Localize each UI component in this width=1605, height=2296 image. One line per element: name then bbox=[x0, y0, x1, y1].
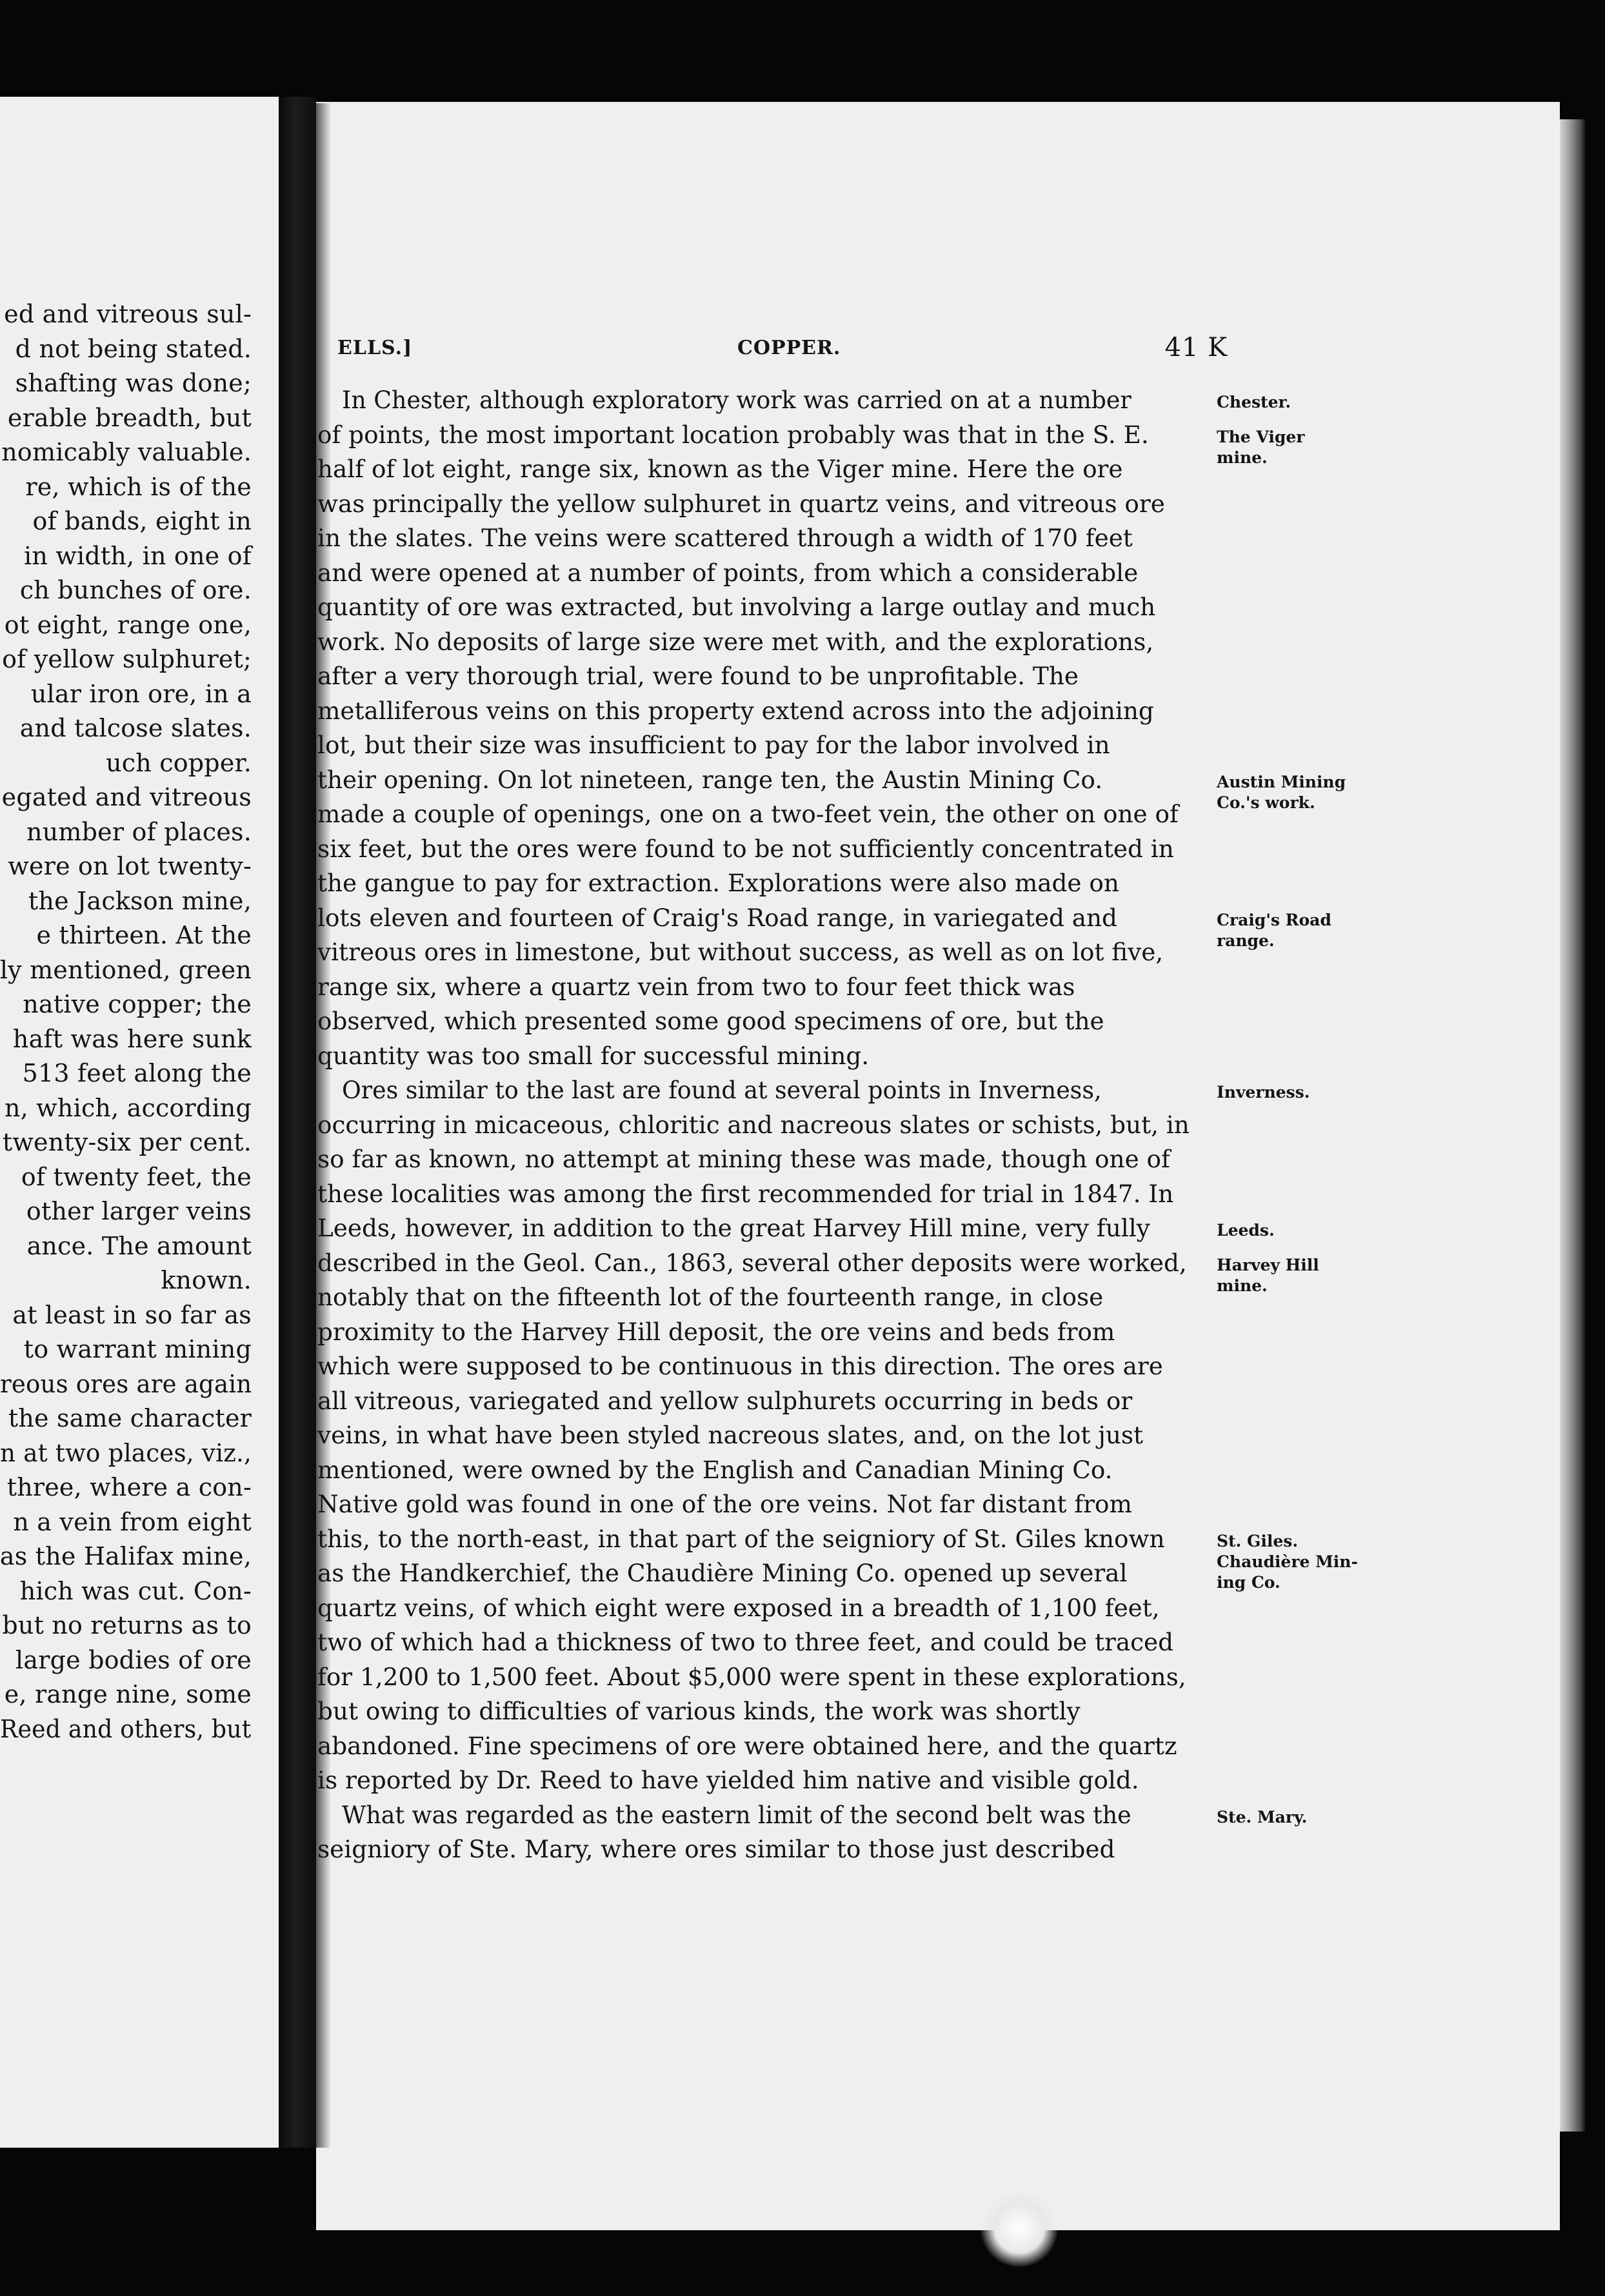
previous-page-line: in width, in one of bbox=[24, 541, 252, 570]
previous-page-line: ch bunches of ore. bbox=[19, 576, 252, 604]
body-line: work. No deposits of large size were met with, and the explorations, bbox=[317, 627, 1154, 656]
previous-page-line: shafting was done; bbox=[15, 369, 252, 397]
previous-page-line: other larger veins bbox=[26, 1197, 252, 1225]
previous-page-line: ed and vitreous sul- bbox=[4, 300, 252, 328]
previous-page-line: n, which, according bbox=[4, 1093, 252, 1122]
body-line: made a couple of openings, one on a two-feet vein, the other on one of bbox=[317, 800, 1179, 828]
previous-page-line: e, range nine, some bbox=[4, 1680, 252, 1708]
body-line: proximity to the Harvey Hill deposit, the ore veins and beds from bbox=[317, 1317, 1115, 1346]
body-line: half of lot eight, range six, known as the Viger mine. Here the ore bbox=[317, 455, 1123, 483]
body-line: Native gold was found in one of the ore veins. Not far distant from bbox=[317, 1490, 1132, 1518]
margin-sidenote: mine. bbox=[1217, 1276, 1268, 1295]
body-line: these localities was among the first recommended for trial in 1847. In bbox=[317, 1179, 1174, 1208]
previous-page-line: the Jackson mine, bbox=[28, 886, 252, 915]
running-head-title: COPPER. bbox=[737, 337, 841, 359]
body-line: in the slates. The veins were scattered through a width of 170 feet bbox=[317, 524, 1133, 552]
body-line: quantity was too small for successful mining. bbox=[317, 1041, 870, 1070]
previous-page-line: of bands, eight in bbox=[32, 507, 252, 535]
body-line: observed, which presented some good specimens of ore, but the bbox=[317, 1007, 1104, 1035]
margin-sidenote: Harvey Hill bbox=[1217, 1255, 1319, 1274]
previous-page-line: twenty-six per cent. bbox=[2, 1128, 252, 1156]
previous-page-line: as the Halifax mine, bbox=[0, 1542, 252, 1570]
margin-sidenote: St. Giles. bbox=[1217, 1531, 1299, 1550]
previous-page-line: and talcose slates. bbox=[19, 714, 252, 742]
margin-sidenote: Inverness. bbox=[1217, 1083, 1310, 1102]
body-line: lots eleven and fourteen of Craig's Road range, in variegated and bbox=[317, 903, 1117, 932]
body-line: occurring in micaceous, chloritic and nacreous slates or schists, but, in bbox=[317, 1110, 1190, 1139]
body-line: In Chester, although exploratory work was carried on at a number bbox=[342, 386, 1131, 414]
previous-page-line: egated and vitreous bbox=[1, 783, 252, 811]
body-line: described in the Geol. Can., 1863, several other deposits were worked, bbox=[317, 1248, 1187, 1277]
body-line: is reported by Dr. Reed to have yielded him native and visible gold. bbox=[317, 1766, 1139, 1794]
previous-page-line: three, where a con- bbox=[6, 1473, 252, 1501]
previous-page-line: ular iron ore, in a bbox=[30, 679, 252, 708]
body-line: their opening. On lot nineteen, range ten, the Austin Mining Co. bbox=[317, 765, 1103, 794]
previous-page-line: were on lot twenty- bbox=[8, 852, 252, 880]
body-line: of points, the most important location probably was that in the S. E. bbox=[317, 420, 1149, 449]
previous-page-line: e thirteen. At the bbox=[36, 921, 252, 949]
previous-page-line: native copper; the bbox=[23, 990, 252, 1018]
previous-page-line: of yellow sulphuret; bbox=[2, 645, 252, 673]
margin-sidenote: range. bbox=[1217, 931, 1275, 950]
body-line: six feet, but the ores were found to be not sufficiently concentrated in bbox=[317, 834, 1174, 863]
paper-smudge bbox=[981, 2190, 1058, 2267]
page-number: 41 K bbox=[1164, 333, 1228, 362]
previous-page-line: nomicably valuable. bbox=[1, 438, 252, 466]
previous-page-line: n a vein from eight bbox=[13, 1507, 252, 1536]
margin-sidenote: mine. bbox=[1217, 448, 1268, 467]
body-line: quartz veins, of which eight were exposed in a breadth of 1,100 feet, bbox=[317, 1593, 1160, 1622]
previous-page-line: Reed and others, but bbox=[0, 1714, 252, 1743]
body-line: What was regarded as the eastern limit of the second belt was the bbox=[342, 1800, 1131, 1829]
body-line: abandoned. Fine specimens of ore were obtained here, and the quartz bbox=[317, 1731, 1177, 1760]
previous-page-line: uch copper. bbox=[106, 748, 252, 777]
margin-sidenote: Leeds. bbox=[1217, 1221, 1275, 1240]
body-line: vitreous ores in limestone, but without success, as well as on lot five, bbox=[317, 938, 1164, 966]
previous-page-line: hich was cut. Con- bbox=[19, 1576, 252, 1605]
margin-sidenote: Chester. bbox=[1217, 393, 1291, 411]
previous-page-line: ance. The amount bbox=[26, 1231, 252, 1260]
margin-sidenote: Co.'s work. bbox=[1217, 793, 1315, 812]
previous-page-line: ly mentioned, green bbox=[0, 955, 252, 984]
margin-sidenote: The Viger bbox=[1217, 427, 1305, 446]
body-line: Ores similar to the last are found at several points in Inverness, bbox=[342, 1076, 1102, 1104]
body-line: was principally the yellow sulphuret in quartz veins, and vitreous ore bbox=[317, 489, 1165, 518]
previous-page-line: known. bbox=[161, 1266, 252, 1294]
previous-page-line: ot eight, range one, bbox=[4, 610, 252, 639]
previous-page-line: at least in so far as bbox=[12, 1300, 252, 1329]
previous-page-line: n at two places, viz., bbox=[0, 1438, 252, 1467]
margin-sidenote: Craig's Road bbox=[1217, 910, 1331, 929]
previous-page-line: but no returns as to bbox=[2, 1611, 252, 1639]
previous-page-line: haft was here sunk bbox=[12, 1024, 252, 1053]
previous-page-line: erable breadth, but bbox=[7, 403, 252, 432]
body-line: two of which had a thickness of two to three feet, and could be traced bbox=[317, 1628, 1174, 1656]
previous-page-line: reous ores are again bbox=[0, 1369, 252, 1398]
body-line: all vitreous, variegated and yellow sulphurets occurring in beds or bbox=[317, 1386, 1133, 1415]
body-line: Leeds, however, in addition to the great Harvey Hill mine, very fully bbox=[317, 1214, 1150, 1242]
previous-page-line: the same character bbox=[8, 1404, 252, 1432]
previous-page-line: to warrant mining bbox=[23, 1335, 252, 1363]
previous-page-line: of twenty feet, the bbox=[21, 1162, 252, 1191]
body-line: the gangue to pay for extraction. Explorations were also made on bbox=[317, 869, 1119, 897]
body-line: veins, in what have been styled nacreous slates, and, on the lot just bbox=[317, 1421, 1144, 1449]
body-line: so far as known, no attempt at mining these was made, though one of bbox=[317, 1145, 1170, 1173]
previous-page-line: large bodies of ore bbox=[15, 1645, 252, 1674]
body-line: notably that on the fifteenth lot of the fourteenth range, in close bbox=[317, 1283, 1104, 1311]
body-line: lot, but their size was insufficient to pay for the labor involved in bbox=[317, 731, 1110, 759]
margin-sidenote: ing Co. bbox=[1217, 1572, 1281, 1592]
previous-page-line: re, which is of the bbox=[25, 472, 252, 501]
previous-page-line: number of places. bbox=[26, 817, 252, 846]
body-line: after a very thorough trial, were found to be unprofitable. The bbox=[317, 662, 1079, 690]
body-line: as the Handkerchief, the Chaudière Mining Co. opened up several bbox=[317, 1559, 1128, 1587]
previous-page-line: d not being stated. bbox=[15, 334, 252, 363]
body-line: metalliferous veins on this property extend across into the adjoining bbox=[317, 696, 1154, 725]
body-line: quantity of ore was extracted, but involving a large outlay and much bbox=[317, 593, 1156, 621]
margin-sidenote: Ste. Mary. bbox=[1217, 1807, 1308, 1826]
previous-page-line: 513 feet along the bbox=[22, 1059, 252, 1087]
margin-sidenote: Austin Mining bbox=[1217, 772, 1346, 791]
body-line: which were supposed to be continuous in this direction. The ores are bbox=[317, 1352, 1163, 1380]
body-line: range six, where a quartz vein from two to four feet thick was bbox=[317, 972, 1075, 1001]
running-head-author: ELLS.] bbox=[337, 337, 413, 359]
body-line: mentioned, were owned by the English and Canadian Mining Co. bbox=[317, 1455, 1113, 1484]
body-line: for 1,200 to 1,500 feet. About $5,000 were spent in these explorations, bbox=[317, 1662, 1186, 1691]
body-line: seigniory of Ste. Mary, where ores similar to those just described bbox=[317, 1835, 1115, 1863]
body-line: but owing to difficulties of various kinds, the work was shortly bbox=[317, 1697, 1081, 1725]
margin-sidenote: Chaudière Min- bbox=[1217, 1552, 1358, 1571]
body-line: and were opened at a number of points, from which a considerable bbox=[317, 558, 1139, 587]
body-line: this, to the north-east, in that part of the seigniory of St. Giles known bbox=[317, 1524, 1165, 1553]
